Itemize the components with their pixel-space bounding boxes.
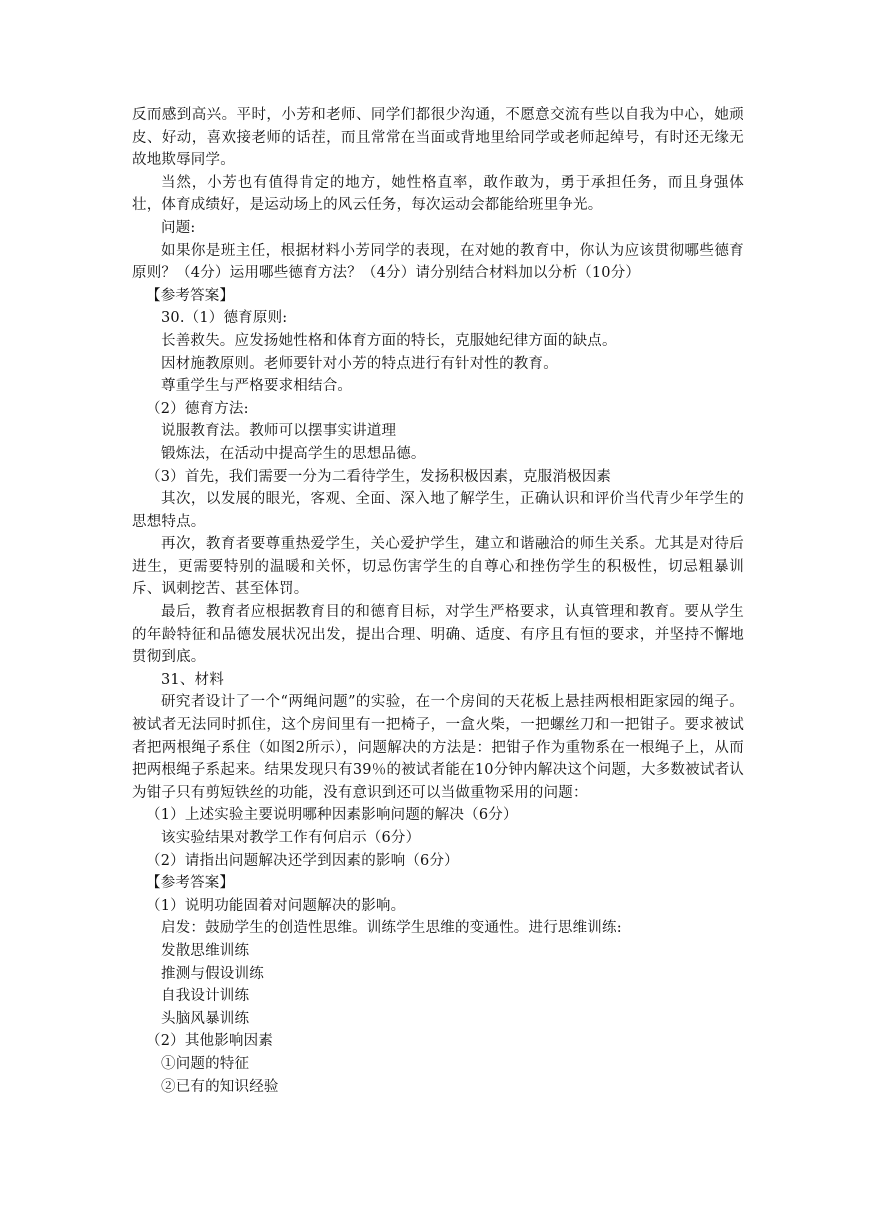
paragraph: 再次，教育者要尊重热爱学生，关心爱护学生，建立和谐融洽的师生关系。尤其是对待后进生，更需要特别的温暖和关怀，切忌伤害学生的自尊心和挫伤学生的积极性，切忌粗暴训斥、讽刺挖苦、甚至体罚。 bbox=[132, 536, 744, 598]
paragraph: 问题: bbox=[161, 219, 196, 236]
paragraph: ②已有的知识经验 bbox=[161, 1078, 279, 1095]
paragraph: （2）请指出问题解决还学到因素的影响（6分） bbox=[146, 852, 459, 869]
paragraph: （3）首先，我们需要一分为二看待学生，发扬积极因素，克服消极因素 bbox=[146, 468, 612, 485]
paragraph: 发散思维训练 bbox=[161, 942, 250, 959]
paragraph: 该实验结果对教学工作有何启示（6分） bbox=[161, 830, 421, 846]
paragraph: 启发：鼓励学生的创造性思维。训练学生思维的变通性。进行思维训练: bbox=[161, 920, 622, 937]
paragraph: 尊重学生与严格要求相结合。 bbox=[161, 378, 353, 395]
paragraph: 推测与假设训练 bbox=[161, 965, 264, 982]
paragraph: （2）其他影响因素 bbox=[146, 1033, 274, 1050]
paragraph: 头脑风暴训练 bbox=[161, 1010, 250, 1027]
paragraph: 如果你是班主任，根据材料小芳同学的表现，在对她的教育中，你认为应该贯彻哪些德育原则？（4分）运用哪些德育方法？（4分）请分别结合材料加以分析（10分） bbox=[132, 242, 744, 282]
paragraph: （1）上述实验主要说明哪种因素影响问题的解决（6分） bbox=[146, 807, 518, 824]
paragraph: 反而感到高兴。平时，小芳和老师、同学们都很少沟通，不愿意交流有些以自我为中心，她顽皮、好动，喜欢接老师的话茬，而且常常在当面或背地里给同学或老师起绰号，有时还无缘无故地欺辱同学。 bbox=[132, 107, 744, 169]
document-body bbox=[132, 104, 744, 1098]
paragraph: 因材施教原则。老师要针对小芳的特点进行有针对性的教育。 bbox=[161, 355, 558, 372]
paragraph: 研究者设计了一个“两绳问题”的实验，在一个房间的天花板上悬挂两根相距家园的绳子。被试者无法同时抓住，这个房间里有一把椅子，一盒火柴，一把螺丝刀和一把钳子。要求被试者把两根绳子系住（如图2所示），问题解决的方法是：把钳子作为重物系在一根绳子上，从而把两根绳子系起来。结果发现只有39％的被试者能在10分钟内解决这个问题，大多数被试者认为钳子只有剪短铁丝的功能，没有意识到还可以当做重物采用的问题： bbox=[132, 694, 744, 801]
paragraph: ①问题的特征 bbox=[161, 1055, 250, 1072]
paragraph: 自我设计训练 bbox=[161, 988, 250, 1005]
paragraph: 长善救失。应发扬她性格和体育方面的特长，克服她纪律方面的缺点。 bbox=[161, 332, 617, 349]
paragraph: 【参考答案】 bbox=[146, 287, 235, 304]
paragraph: 当然，小芳也有值得肯定的地方，她性格直率，敢作敢为，勇于承担任务，而且身强体壮，体育成绩好，是运动场上的风云任务，每次运动会都能给班里争光。 bbox=[132, 174, 744, 214]
paragraph: （1）说明功能固着对问题解决的影响。 bbox=[146, 897, 406, 914]
paragraph: 30.（1）德育原则: bbox=[161, 310, 288, 327]
paragraph: 其次，以发展的眼光，客观、全面、深入地了解学生，正确认识和评价当代青少年学生的思想特点。 bbox=[132, 491, 744, 530]
paragraph: （2）德育方法: bbox=[146, 400, 249, 417]
paragraph: 31、材料 bbox=[161, 671, 224, 688]
paragraph: 锻炼法，在活动中提高学生的思想品德。 bbox=[161, 445, 426, 462]
paragraph: 最后，教育者应根据教育目的和德育目标，对学生严格要求，认真管理和教育。要从学生的年龄特征和品德发展状况出发，提出合理、明确、适度、有序且有恒的要求，并坚持不懈地贯彻到底。 bbox=[132, 604, 744, 666]
paragraph: 说服教育法。教师可以摆事实讲道理 bbox=[161, 423, 397, 440]
paragraph: 【参考答案】 bbox=[146, 875, 235, 892]
